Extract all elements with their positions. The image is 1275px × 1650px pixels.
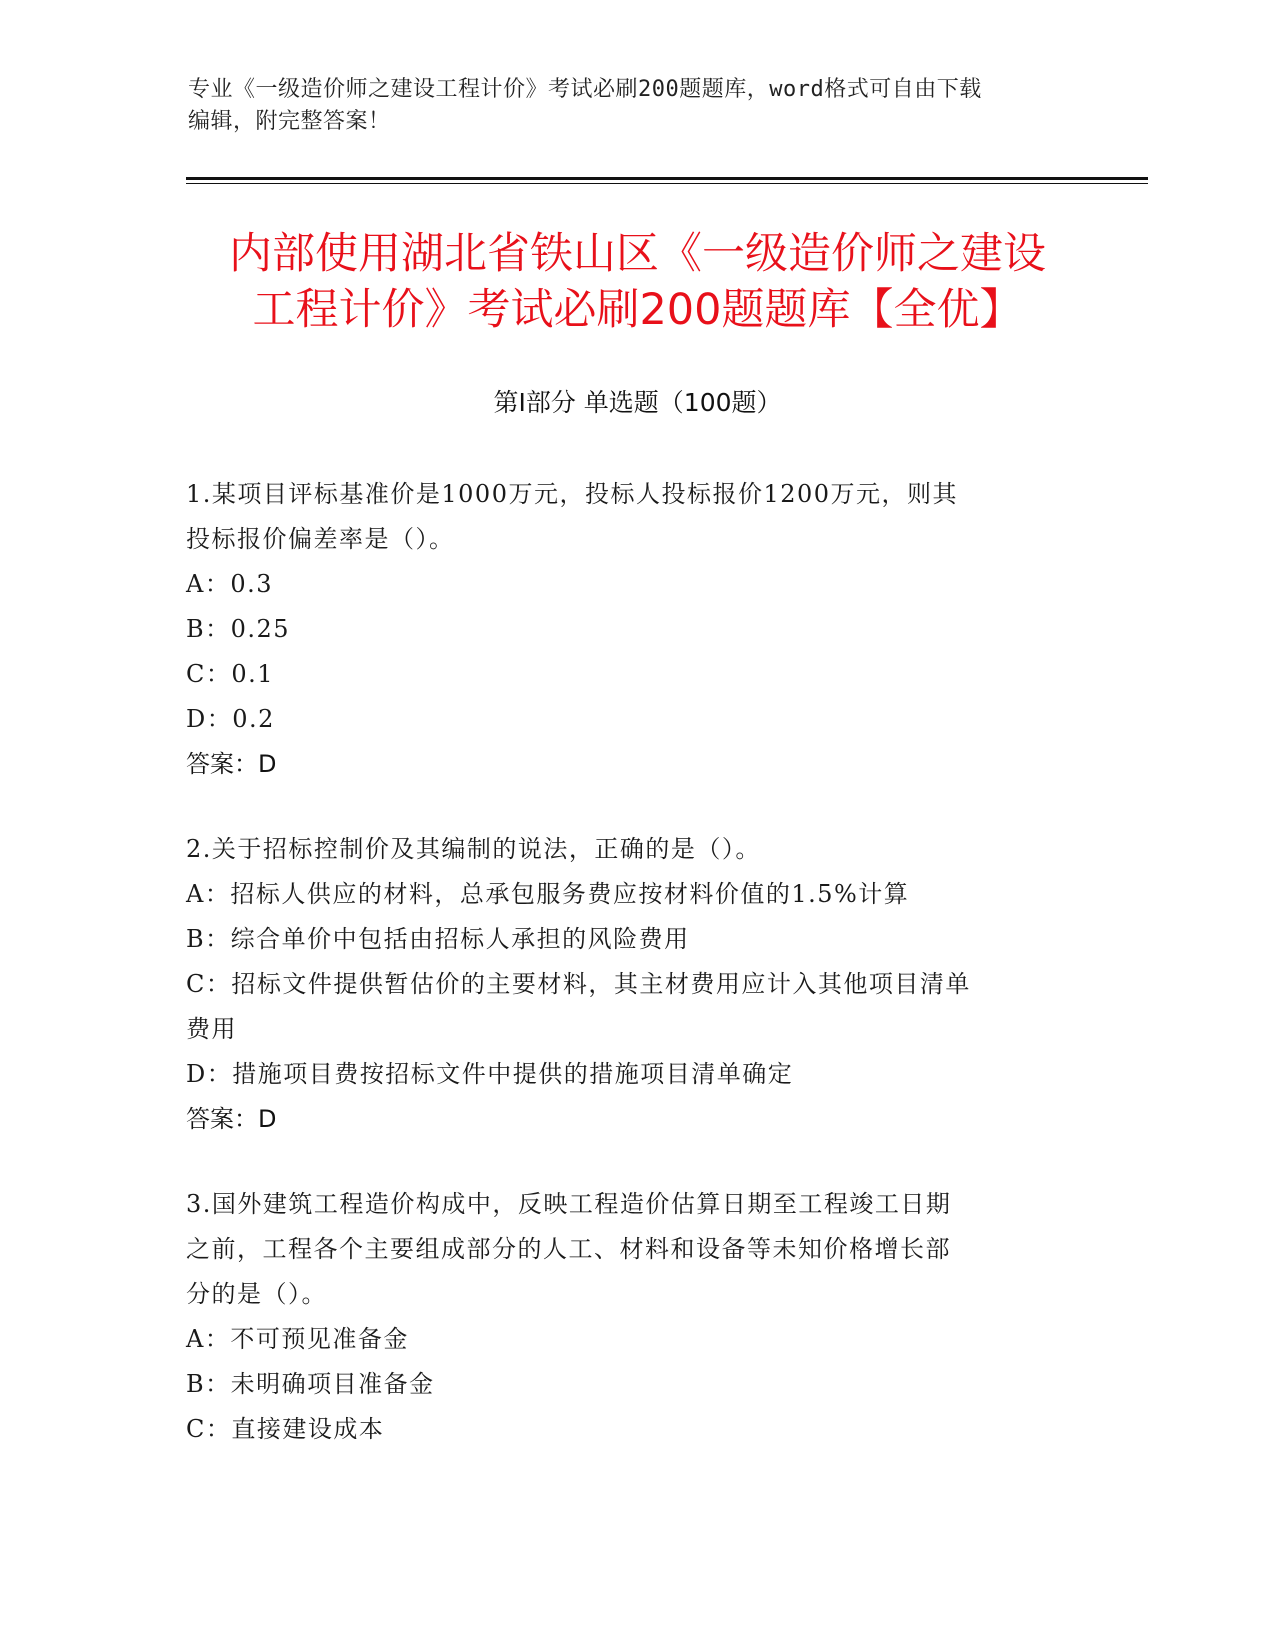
question-stem: 之前，工程各个主要组成部分的人工、材料和设备等未知价格增长部 — [186, 1235, 951, 1263]
header-note-line-2: 编辑，附完整答案！ — [188, 109, 391, 134]
document-title-line-1: 内部使用湖北省铁山区《一级造价师之建设 — [229, 229, 1046, 279]
section-title: 第Ⅰ部分 单选题（100题） — [493, 388, 782, 417]
option-c: C：0.1 — [186, 660, 275, 688]
option-a: A：招标人供应的材料，总承包服务费应按材料价值的1.5%计算 — [186, 880, 910, 908]
question-1 — [186, 472, 1086, 787]
header-divider-thick — [186, 177, 1148, 180]
option-b: B：综合单价中包括由招标人承担的风险费用 — [186, 925, 690, 953]
option-c: C：直接建设成本 — [186, 1415, 385, 1443]
question-3 — [186, 1182, 1086, 1452]
header-divider-thin — [186, 183, 1148, 184]
document-title-line-2: 工程计价》考试必刷200题题库【全优】 — [252, 285, 1023, 335]
option-b: B：0.25 — [186, 615, 291, 643]
option-c-continued: 费用 — [186, 1015, 237, 1043]
answer: 答案：D — [186, 1105, 277, 1133]
option-d: D：0.2 — [186, 705, 275, 733]
header-note — [188, 74, 1088, 138]
question-stem: 分的是（）。 — [186, 1280, 327, 1308]
answer: 答案：D — [186, 750, 277, 778]
question-stem: 1.某项目评标基准价是1000万元，投标人投标报价1200万元，则其 — [186, 480, 959, 508]
option-c: C：招标文件提供暂估价的主要材料，其主材费用应计入其他项目清单 — [186, 970, 971, 998]
option-b: B：未明确项目准备金 — [186, 1370, 435, 1398]
document-title — [150, 226, 1125, 338]
header-note-line-1: 专业《一级造价师之建设工程计价》考试必刷200题题库，word格式可自由下载 — [188, 77, 982, 102]
option-d: D：措施项目费按招标文件中提供的措施项目清单确定 — [186, 1060, 794, 1088]
question-list — [186, 472, 1086, 1492]
question-stem: 3.国外建筑工程造价构成中，反映工程造价估算日期至工程竣工日期 — [186, 1190, 952, 1218]
question-2 — [186, 827, 1086, 1142]
option-a: A：不可预见准备金 — [186, 1325, 409, 1353]
question-stem: 投标报价偏差率是（）。 — [186, 525, 455, 553]
question-stem: 2.关于招标控制价及其编制的说法，正确的是（）。 — [186, 835, 761, 863]
option-a: A：0.3 — [186, 570, 273, 598]
